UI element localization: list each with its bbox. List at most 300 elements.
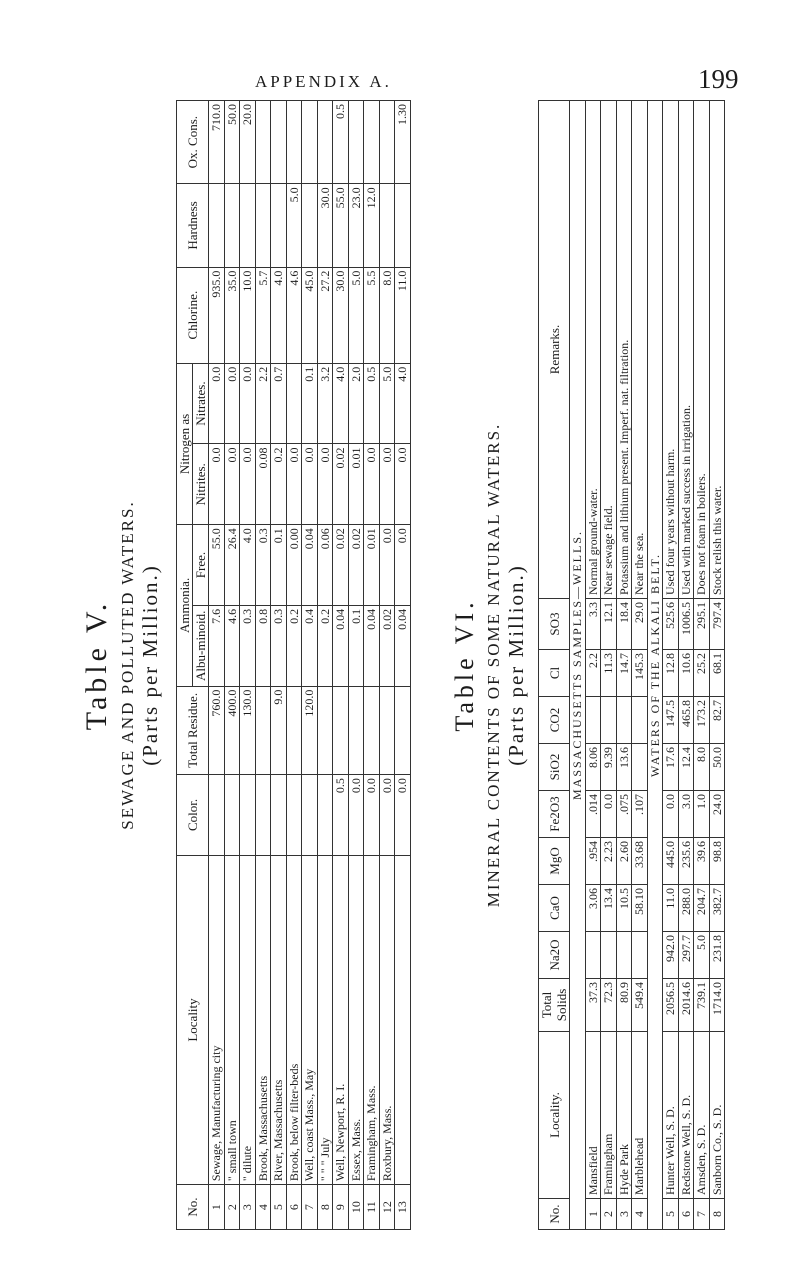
t6-col-cl: Cl	[539, 650, 570, 697]
t6-cell-so3: 29.0	[632, 599, 648, 650]
t6-col-cao: CaO	[539, 885, 570, 932]
t5-cell-chlorine: 8.0	[379, 267, 395, 363]
t6-cell-mgo: 33.68	[632, 838, 648, 885]
t5-cell-residue	[286, 686, 302, 774]
t5-cell-color	[224, 775, 240, 856]
t6-col-total: Total Solids	[539, 979, 570, 1032]
t5-cell-residue	[364, 686, 380, 774]
table-row	[694, 101, 710, 1230]
table-row	[709, 101, 725, 1230]
t5-cell-hardness	[224, 184, 240, 267]
t5-cell-hardness	[209, 184, 225, 267]
t5-cell-color: 0.0	[364, 775, 380, 856]
t5-cell-chlorine: 30.0	[333, 267, 349, 363]
t5-cell-color	[317, 775, 333, 856]
t6-cell-total: 1714.0	[709, 979, 725, 1032]
t6-col-so3: SO3	[539, 599, 570, 650]
table-row	[286, 101, 302, 1230]
t5-cell-color	[255, 775, 271, 856]
t5-cell-no: 6	[286, 1185, 302, 1230]
t5-cell-nitrates: 0.0	[209, 363, 225, 444]
t5-cell-free: 26.4	[224, 525, 240, 606]
t5-cell-nitrates: 0.7	[271, 363, 287, 444]
table-row	[209, 101, 225, 1230]
t5-cell-hardness: 5.0	[286, 184, 302, 267]
t5-cell-oxcons	[379, 101, 395, 184]
t5-cell-albuminoid: 0.8	[255, 605, 271, 686]
t5-cell-nitrates: 3.2	[317, 363, 333, 444]
t5-cell-hardness: 30.0	[317, 184, 333, 267]
table-6-label: Table VI.	[450, 598, 479, 732]
t6-cell-cao: 3.06	[585, 885, 601, 932]
t5-cell-locality: Roxbury, Mass.	[379, 855, 395, 1184]
t6-cell-locality: Marblehead	[632, 1032, 648, 1199]
t6-cell-sio2: 13.6	[616, 744, 632, 791]
t5-cell-chlorine: 27.2	[317, 267, 333, 363]
table-row	[302, 101, 318, 1230]
t5-cell-residue: 130.0	[240, 686, 256, 774]
t5-cell-nitrates	[286, 363, 302, 444]
t6-cell-fe2o3: .014	[585, 791, 601, 838]
table-row	[240, 101, 256, 1230]
t5-cell-nitrites: 0.0	[379, 444, 395, 525]
t6-cell-locality: Framingham	[601, 1032, 617, 1199]
t5-cell-no: 8	[317, 1185, 333, 1230]
t5-cell-nitrites: 0.2	[271, 444, 287, 525]
t6-col-fe2o3: Fe2O3	[539, 791, 570, 838]
t6-cell-cao: 10.5	[616, 885, 632, 932]
t6-cell-na2o: 5.0	[694, 932, 710, 979]
t6-cell-no: 7	[694, 1199, 710, 1230]
t5-cell-hardness	[240, 184, 256, 267]
t6-cell-cl: 68.1	[709, 650, 725, 697]
t5-cell-no: 4	[255, 1185, 271, 1230]
t6-cell-total: 80.9	[616, 979, 632, 1032]
t5-cell-albuminoid: 0.04	[395, 605, 411, 686]
t5-cell-oxcons: 1.30	[395, 101, 411, 184]
t6-cell-total: 2056.5	[663, 979, 679, 1032]
t5-cell-free: 4.0	[240, 525, 256, 606]
table-row	[317, 101, 333, 1230]
t6-cell-cao: 58.10	[632, 885, 648, 932]
section-heading: WATERS OF THE ALKALI BELT.	[647, 101, 663, 1230]
t5-cell-chlorine: 4.0	[271, 267, 287, 363]
t5-cell-free: 0.01	[364, 525, 380, 606]
table-5-title: SEWAGE AND POLLUTED WATERS.	[118, 500, 137, 830]
rotated-page-content	[80, 100, 740, 1230]
t6-col-locality: Locality.	[539, 1032, 570, 1199]
t5-cell-nitrites: 0.02	[333, 444, 349, 525]
t5-cell-nitrites: 0.0	[240, 444, 256, 525]
t6-cell-sio2: 50.0	[709, 744, 725, 791]
t6-cell-so3: 12.1	[601, 599, 617, 650]
t5-cell-nitrites: 0.0	[395, 444, 411, 525]
t6-cell-remarks: Stock relish this water.	[709, 101, 725, 599]
t5-cell-albuminoid: 0.02	[379, 605, 395, 686]
t5-cell-chlorine: 935.0	[209, 267, 225, 363]
t5-cell-albuminoid: 7.6	[209, 605, 225, 686]
t5-cell-no: 13	[395, 1185, 411, 1230]
t5-cell-locality: Framingham, Mass.	[364, 855, 380, 1184]
t6-cell-no: 5	[663, 1199, 679, 1230]
t6-cell-cl: 25.2	[694, 650, 710, 697]
t6-cell-fe2o3: 0.0	[663, 791, 679, 838]
t6-col-na2o: Na2O	[539, 932, 570, 979]
t5-cell-residue: 400.0	[224, 686, 240, 774]
t6-cell-remarks: Near sewage field.	[601, 101, 617, 599]
t5-cell-nitrites: 0.0	[224, 444, 240, 525]
t6-col-co2: CO2	[539, 697, 570, 744]
t5-cell-albuminoid: 4.6	[224, 605, 240, 686]
t6-cell-total: 37.3	[585, 979, 601, 1032]
t5-cell-albuminoid: 0.2	[286, 605, 302, 686]
t6-cell-fe2o3: 1.0	[694, 791, 710, 838]
t5-cell-no: 5	[271, 1185, 287, 1230]
t5-cell-residue	[348, 686, 364, 774]
table-row	[678, 101, 694, 1230]
t6-cell-na2o: 942.0	[663, 932, 679, 979]
t5-cell-no: 10	[348, 1185, 364, 1230]
table-row	[333, 101, 349, 1230]
t5-cell-nitrates: 0.5	[364, 363, 380, 444]
t6-cell-so3: 295.1	[694, 599, 710, 650]
t6-cell-sio2: 12.4	[678, 744, 694, 791]
t5-cell-color: 0.0	[395, 775, 411, 856]
t6-cell-total: 2014.6	[678, 979, 694, 1032]
t6-cell-mgo: 2.23	[601, 838, 617, 885]
t5-cell-residue: 9.0	[271, 686, 287, 774]
t5-cell-nitrites: 0.0	[286, 444, 302, 525]
t6-cell-locality: Hyde Park	[616, 1032, 632, 1199]
t5-cell-no: 2	[224, 1185, 240, 1230]
table-row	[271, 101, 287, 1230]
table-6-subtitle: (Parts per Million.)	[504, 564, 528, 766]
t5-cell-free: 0.0	[395, 525, 411, 606]
t6-cell-remarks: Does not foam in boilers.	[694, 101, 710, 599]
t5-cell-color	[286, 775, 302, 856]
t5-cell-chlorine: 5.0	[348, 267, 364, 363]
t6-cell-co2	[616, 697, 632, 744]
t6-cell-fe2o3: .107	[632, 791, 648, 838]
t6-cell-total: 72.3	[601, 979, 617, 1032]
section-heading-row	[647, 101, 663, 1230]
t5-cell-free: 0.04	[302, 525, 318, 606]
t5-col-residue: Total Residue.	[177, 686, 209, 774]
t5-col-nitrites: Nitrites.	[193, 444, 209, 525]
t6-cell-co2: 147.5	[663, 697, 679, 744]
t5-cell-albuminoid: 0.2	[317, 605, 333, 686]
t6-cell-cl: 11.3	[601, 650, 617, 697]
t5-cell-chlorine: 5.5	[364, 267, 380, 363]
t5-col-color: Color.	[177, 775, 209, 856]
t5-cell-color	[240, 775, 256, 856]
t5-cell-albuminoid: 0.3	[271, 605, 287, 686]
t6-col-sio2: SiO2	[539, 744, 570, 791]
t6-cell-no: 2	[601, 1199, 617, 1230]
t5-cell-nitrates: 0.0	[224, 363, 240, 444]
t5-cell-chlorine: 45.0	[302, 267, 318, 363]
t6-cell-locality: Redstone Well, S. D.	[678, 1032, 694, 1199]
t5-cell-locality: Brook, below filter-beds	[286, 855, 302, 1184]
t5-cell-color	[302, 775, 318, 856]
running-head: APPENDIX A.	[255, 72, 392, 91]
t5-cell-oxcons	[364, 101, 380, 184]
t6-cell-sio2: 9.39	[601, 744, 617, 791]
t5-cell-locality: " dilute	[240, 855, 256, 1184]
t5-cell-nitrates: 4.0	[333, 363, 349, 444]
t6-cell-remarks: Potassium and lithium present. Imperf. nat. filtration.	[616, 101, 632, 599]
t6-cell-fe2o3: 24.0	[709, 791, 725, 838]
t6-cell-cao: 382.7	[709, 885, 725, 932]
table-row	[663, 101, 679, 1230]
t5-col-hardness: Hardness	[177, 184, 209, 267]
t5-cell-free: 0.0	[379, 525, 395, 606]
t6-cell-na2o	[585, 932, 601, 979]
t6-cell-mgo: 445.0	[663, 838, 679, 885]
t6-cell-cao: 204.7	[694, 885, 710, 932]
t6-cell-sio2: 17.6	[663, 744, 679, 791]
table-5	[176, 100, 411, 1230]
t5-cell-chlorine: 11.0	[395, 267, 411, 363]
t5-cell-chlorine: 4.6	[286, 267, 302, 363]
t5-cell-free: 0.00	[286, 525, 302, 606]
t5-cell-hardness	[255, 184, 271, 267]
t5-cell-hardness: 55.0	[333, 184, 349, 267]
t6-cell-locality: Amsden, S. D.	[694, 1032, 710, 1199]
t5-cell-locality: Essex, Mass.	[348, 855, 364, 1184]
t5-cell-oxcons	[348, 101, 364, 184]
section-heading: MASSACHUSETTS SAMPLES—WELLS.	[570, 101, 586, 1230]
t6-cell-mgo: .954	[585, 838, 601, 885]
t5-cell-albuminoid: 0.3	[240, 605, 256, 686]
t5-cell-nitrates: 2.2	[255, 363, 271, 444]
t6-cell-so3: 18.4	[616, 599, 632, 650]
t6-cell-mgo: 2.60	[616, 838, 632, 885]
t5-cell-nitrates: 2.0	[348, 363, 364, 444]
t5-col-free: Free.	[193, 525, 209, 606]
table-row	[379, 101, 395, 1230]
t5-cell-residue: 760.0	[209, 686, 225, 774]
t5-cell-chlorine: 35.0	[224, 267, 240, 363]
t5-cell-hardness	[395, 184, 411, 267]
t5-cell-oxcons	[271, 101, 287, 184]
t5-col-albuminoid: Albu-minoid.	[193, 605, 209, 686]
t6-cell-cao: 288.0	[678, 885, 694, 932]
t5-cell-nitrites: 0.0	[317, 444, 333, 525]
t5-group-ammonia: Ammonia.	[177, 525, 193, 686]
t5-cell-locality: Well, Newport, R. I.	[333, 855, 349, 1184]
t5-cell-oxcons: 50.0	[224, 101, 240, 184]
t5-col-chlorine: Chlorine.	[177, 267, 209, 363]
t6-cell-sio2: 8.0	[694, 744, 710, 791]
t5-cell-albuminoid: 0.4	[302, 605, 318, 686]
t6-cell-locality: Sanborn Co., S. D.	[709, 1032, 725, 1199]
t5-cell-nitrites: 0.0	[209, 444, 225, 525]
t6-cell-co2: 82.7	[709, 697, 725, 744]
t5-cell-free: 0.3	[255, 525, 271, 606]
t6-cell-fe2o3: 3.0	[678, 791, 694, 838]
t5-cell-hardness: 23.0	[348, 184, 364, 267]
t5-cell-oxcons	[255, 101, 271, 184]
t6-cell-remarks: Used four years without harm.	[663, 101, 679, 599]
t6-cell-so3: 3.3	[585, 599, 601, 650]
t5-col-oxcons: Ox. Cons.	[177, 101, 209, 184]
t6-col-no: No.	[539, 1199, 570, 1230]
t6-cell-so3: 797.4	[709, 599, 725, 650]
t5-cell-nitrates: 0.1	[302, 363, 318, 444]
t5-cell-residue: 120.0	[302, 686, 318, 774]
t5-cell-no: 7	[302, 1185, 318, 1230]
table-row	[224, 101, 240, 1230]
t5-cell-hardness	[379, 184, 395, 267]
t5-cell-nitrates: 4.0	[395, 363, 411, 444]
t6-cell-no: 3	[616, 1199, 632, 1230]
t5-cell-no: 11	[364, 1185, 380, 1230]
t6-cell-so3: 1006.5	[678, 599, 694, 650]
t6-cell-fe2o3: .075	[616, 791, 632, 838]
t5-cell-nitrates: 5.0	[379, 363, 395, 444]
section-heading-row	[570, 101, 586, 1230]
t5-cell-hardness: 12.0	[364, 184, 380, 267]
t6-col-remarks: Remarks.	[539, 101, 570, 599]
t6-cell-remarks: Near the sea.	[632, 101, 648, 599]
t6-cell-mgo: 39.6	[694, 838, 710, 885]
t5-cell-residue	[333, 686, 349, 774]
t6-cell-locality: Mansfield	[585, 1032, 601, 1199]
t5-cell-nitrites: 0.0	[364, 444, 380, 525]
t6-cell-mgo: 98.8	[709, 838, 725, 885]
t5-cell-locality: " " " July	[317, 855, 333, 1184]
t6-cell-na2o	[601, 932, 617, 979]
table-5-subtitle: (Parts per Million.)	[138, 564, 162, 766]
t5-cell-free: 0.06	[317, 525, 333, 606]
t6-cell-co2	[601, 697, 617, 744]
t5-cell-locality: Well, coast Mass., May	[302, 855, 318, 1184]
t5-cell-free: 55.0	[209, 525, 225, 606]
t6-cell-sio2	[632, 744, 648, 791]
t5-col-locality: Locality	[177, 855, 209, 1184]
t6-cell-mgo: 235.6	[678, 838, 694, 885]
t6-cell-total: 549.4	[632, 979, 648, 1032]
t5-cell-free: 0.02	[333, 525, 349, 606]
t5-cell-nitrites: 0.0	[302, 444, 318, 525]
table-5-label: Table V.	[80, 599, 113, 731]
t5-cell-locality: Brook, Massachusetts	[255, 855, 271, 1184]
t5-cell-chlorine: 5.7	[255, 267, 271, 363]
t5-cell-residue	[317, 686, 333, 774]
t5-cell-oxcons: 0.5	[333, 101, 349, 184]
t5-cell-residue	[395, 686, 411, 774]
t6-cell-na2o: 231.8	[709, 932, 725, 979]
t6-cell-no: 4	[632, 1199, 648, 1230]
t5-cell-oxcons	[302, 101, 318, 184]
t6-cell-cl: 14.7	[616, 650, 632, 697]
t5-cell-oxcons: 710.0	[209, 101, 225, 184]
t6-cell-co2	[585, 697, 601, 744]
t6-cell-cl: 145.3	[632, 650, 648, 697]
t5-cell-locality: River, Massachusetts	[271, 855, 287, 1184]
table-row	[364, 101, 380, 1230]
t5-cell-free: 0.02	[348, 525, 364, 606]
t5-cell-color	[209, 775, 225, 856]
t5-cell-oxcons	[286, 101, 302, 184]
t5-cell-residue	[255, 686, 271, 774]
t6-cell-remarks: Used with marked success in irrigation.	[678, 101, 694, 599]
t5-cell-color	[271, 775, 287, 856]
t5-col-nitrates: Nitrates.	[193, 363, 209, 444]
table-row	[601, 101, 617, 1230]
t6-cell-cl: 10.6	[678, 650, 694, 697]
t5-cell-hardness	[271, 184, 287, 267]
t5-cell-color: 0.0	[379, 775, 395, 856]
t6-cell-remarks: Normal ground-water.	[585, 101, 601, 599]
t5-cell-no: 3	[240, 1185, 256, 1230]
t6-cell-cl: 12.8	[663, 650, 679, 697]
t6-cell-cao: 13.4	[601, 885, 617, 932]
t5-cell-albuminoid: 0.04	[333, 605, 349, 686]
t5-cell-albuminoid: 0.1	[348, 605, 364, 686]
t6-cell-cl: 2.2	[585, 650, 601, 697]
t6-cell-na2o	[616, 932, 632, 979]
t5-cell-color: 0.0	[348, 775, 364, 856]
t5-cell-locality: " small town	[224, 855, 240, 1184]
t6-cell-na2o: 297.7	[678, 932, 694, 979]
t6-cell-fe2o3: 0.0	[601, 791, 617, 838]
t6-cell-sio2: 8.06	[585, 744, 601, 791]
t6-cell-locality: Hunter Well, S. D.	[663, 1032, 679, 1199]
t5-cell-chlorine: 10.0	[240, 267, 256, 363]
t5-group-nitrogen: Nitrogen as	[177, 363, 193, 524]
t5-cell-residue	[379, 686, 395, 774]
t6-cell-total: 739.1	[694, 979, 710, 1032]
table-row	[616, 101, 632, 1230]
t6-cell-no: 1	[585, 1199, 601, 1230]
t6-col-mgo: MgO	[539, 838, 570, 885]
page-number: 199	[698, 64, 739, 94]
table-row	[585, 101, 601, 1230]
t6-cell-co2: 465.8	[678, 697, 694, 744]
t5-cell-locality: Sewage, Manufacturing city	[209, 855, 225, 1184]
table-row	[632, 101, 648, 1230]
t5-cell-no: 9	[333, 1185, 349, 1230]
table-6-title: MINERAL CONTENTS OF SOME NATURAL WATERS.	[484, 422, 503, 908]
t6-cell-co2	[632, 697, 648, 744]
table-6	[538, 100, 725, 1230]
t5-cell-hardness	[302, 184, 318, 267]
t5-cell-no: 12	[379, 1185, 395, 1230]
t5-cell-nitrites: 0.01	[348, 444, 364, 525]
t6-cell-na2o	[632, 932, 648, 979]
t5-cell-albuminoid: 0.04	[364, 605, 380, 686]
t5-cell-oxcons	[317, 101, 333, 184]
t5-col-no: No.	[177, 1185, 209, 1230]
t5-cell-nitrites: 0.08	[255, 444, 271, 525]
table-row	[395, 101, 411, 1230]
t6-cell-co2: 173.2	[694, 697, 710, 744]
t6-cell-so3: 525.6	[663, 599, 679, 650]
table-row	[255, 101, 271, 1230]
t5-cell-nitrates: 0.0	[240, 363, 256, 444]
table-row	[348, 101, 364, 1230]
t6-cell-no: 8	[709, 1199, 725, 1230]
t5-cell-color: 0.5	[333, 775, 349, 856]
t5-cell-free: 0.1	[271, 525, 287, 606]
t5-cell-no: 1	[209, 1185, 225, 1230]
t6-cell-no: 6	[678, 1199, 694, 1230]
t6-cell-cao: 11.0	[663, 885, 679, 932]
t5-cell-oxcons: 20.0	[240, 101, 256, 184]
t5-cell-locality	[395, 855, 411, 1184]
